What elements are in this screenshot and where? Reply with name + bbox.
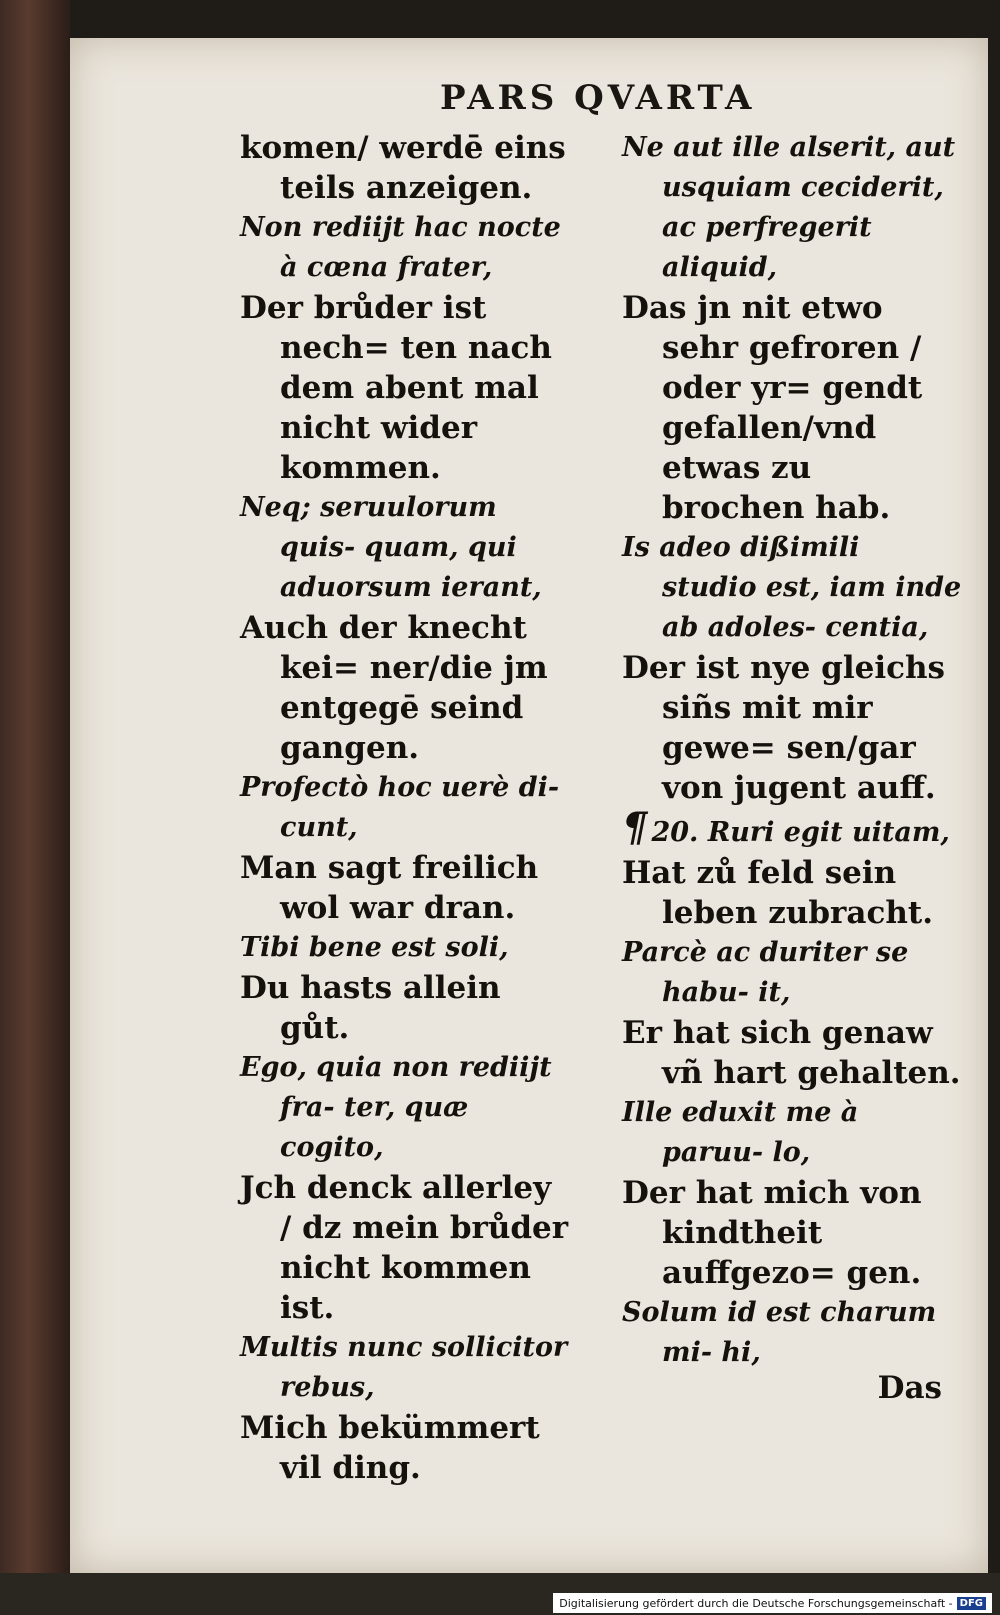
german-translation bbox=[240, 128, 570, 208]
entry-text: Das jn nit etwo sehr gefroren / oder yr= gendt gefallen/vnd etwas zu brochen hab. bbox=[622, 290, 923, 526]
entry-text: Ille eduxit me à paruu- lo, bbox=[622, 1097, 859, 1168]
latin-phrase bbox=[240, 1048, 570, 1168]
german-translation bbox=[240, 968, 570, 1048]
entry-text: Profectò hoc uerè di- cunt, bbox=[240, 772, 560, 843]
entry-text: Der brůder ist nech= ten nach dem abent mal nicht wider kommen. bbox=[240, 290, 552, 486]
entry-text: Er hat sich genaw vñ hart gehalten. bbox=[622, 1015, 961, 1091]
right-column bbox=[622, 128, 962, 1373]
entry-text: Is adeo dißimili studio est, iam inde ab adoles- centia, bbox=[622, 532, 962, 643]
entry-text: Mich bekümmert vil ding. bbox=[240, 1410, 540, 1486]
entry-text: Parcè ac duriter se habu- it, bbox=[622, 937, 909, 1008]
entry-text: Der ist nye gleichs siñs mit mir gewe= sen/gar von jugent auff. bbox=[622, 650, 945, 806]
entry-text: Man sagt freilich wol war dran. bbox=[240, 850, 539, 926]
german-translation bbox=[622, 1173, 962, 1293]
footer-text: Digitalisierung gefördert durch die Deutsche Forschungsgemeinschaft - bbox=[559, 1596, 953, 1610]
entry-text: Multis nunc sollicitor rebus, bbox=[240, 1332, 568, 1403]
running-title: PARS QVARTA bbox=[440, 78, 756, 118]
latin-phrase bbox=[240, 488, 570, 608]
latin-phrase bbox=[622, 1093, 962, 1173]
german-translation bbox=[240, 1168, 570, 1328]
german-translation bbox=[622, 288, 962, 528]
entry-text: 20. Ruri egit uitam, bbox=[651, 817, 950, 848]
entry-text: Du hasts allein gůt. bbox=[240, 970, 501, 1046]
entry-text: Non rediijt hac nocte à cœna frater, bbox=[240, 212, 561, 283]
entry-text: Ego, quia non rediijt fra- ter, quæ cogito, bbox=[240, 1052, 552, 1163]
book-spine-edge bbox=[0, 0, 70, 1615]
entry-text: Solum id est charum mi- hi, bbox=[622, 1297, 937, 1368]
entry-text: Hat zů feld sein leben zubracht. bbox=[622, 855, 933, 931]
latin-phrase bbox=[622, 128, 962, 288]
german-translation bbox=[622, 1013, 962, 1093]
entry-text: Ne aut ille alserit, aut usquiam ceciderit, ac perfregerit aliquid, bbox=[622, 132, 956, 283]
german-translation bbox=[622, 853, 962, 933]
pilcrow-icon: ¶ bbox=[622, 804, 648, 851]
dfg-footer bbox=[553, 1593, 992, 1613]
latin-phrase bbox=[622, 804, 962, 853]
latin-phrase bbox=[622, 528, 962, 648]
entry-text: Neq; seruulorum quis- quam, qui aduorsum ierant, bbox=[240, 492, 542, 603]
latin-phrase bbox=[240, 928, 570, 968]
entry-text: Jch denck allerley / dz mein brůder nicht kommen ist. bbox=[240, 1170, 569, 1326]
latin-phrase bbox=[240, 1328, 570, 1408]
latin-phrase bbox=[622, 933, 962, 1013]
german-translation bbox=[240, 1408, 570, 1488]
entry-text: Der hat mich von kindtheit auffgezo= gen. bbox=[622, 1175, 922, 1291]
catchword: Das bbox=[877, 1370, 942, 1406]
german-translation bbox=[240, 288, 570, 488]
latin-phrase bbox=[240, 208, 570, 288]
german-translation bbox=[622, 648, 962, 808]
entry-text: komen/ werdē eins teils anzeigen. bbox=[240, 130, 566, 206]
entry-text: Tibi bene est soli, bbox=[240, 932, 509, 963]
entry-text: Auch der knecht kei= ner/die jm entgegē seind gangen. bbox=[240, 610, 548, 766]
latin-phrase bbox=[240, 768, 570, 848]
left-column bbox=[240, 128, 570, 1488]
dfg-logo-icon: DFG bbox=[957, 1597, 986, 1610]
latin-phrase bbox=[622, 1293, 962, 1373]
german-translation bbox=[240, 608, 570, 768]
german-translation bbox=[240, 848, 570, 928]
